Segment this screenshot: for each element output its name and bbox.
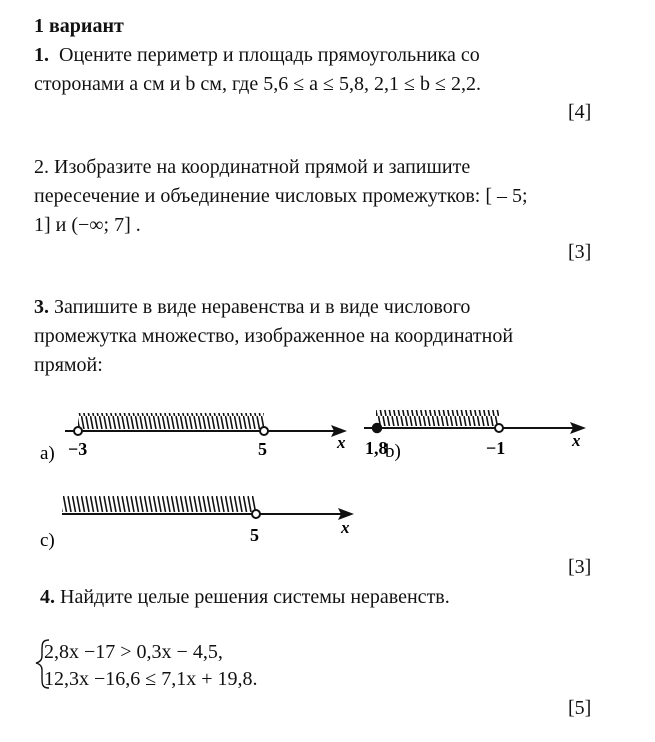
task4-mark: [5] xyxy=(568,697,592,719)
figure-b-left-value: 1,8 xyxy=(365,438,388,458)
task4-inequality-1: 2,8x −17 > 0,3x − 4,5, xyxy=(44,641,223,663)
task1-number: 1. xyxy=(34,44,49,66)
figure-a-hatching xyxy=(78,413,264,429)
task4-number: 4. xyxy=(40,586,55,608)
figure-b-label: b) xyxy=(385,441,401,462)
task2-line1: 2. Изобразите на координатной прямой и запишите xyxy=(34,156,471,178)
task3-line2: промежутка множество, изображенное на координатной xyxy=(34,325,514,347)
task2-mark: [3] xyxy=(568,241,592,263)
figure-a-right-point xyxy=(260,427,268,435)
figure-a-left-value: −3 xyxy=(68,439,88,459)
figure-b-right-point xyxy=(495,424,503,432)
figure-b-left-point xyxy=(373,424,382,433)
figure-a-axis-label: x xyxy=(337,433,346,452)
figure-b-hatching xyxy=(376,410,499,426)
task4-inequality-2: 12,3x −16,6 ≤ 7,1x + 19,8. xyxy=(44,668,258,690)
task3-number: 3. xyxy=(34,296,49,318)
variant-heading: 1 вариант xyxy=(34,15,124,37)
figure-c-number-line xyxy=(40,496,354,551)
task2-line3: 1] и (−∞; 7] . xyxy=(34,214,141,236)
task2-line2: пересечение и объединение числовых промежутков: [ – 5; xyxy=(34,185,528,207)
figure-b-axis-label: x xyxy=(572,431,581,450)
task3-mark: [3] xyxy=(568,556,592,578)
figure-b-right-value: −1 xyxy=(486,438,506,458)
figure-c-axis-label: x xyxy=(341,518,350,537)
figure-a-number-line xyxy=(40,413,347,464)
figure-a-left-point xyxy=(74,427,82,435)
task1-mark: [4] xyxy=(568,101,592,123)
task3-text-line1: Запишите в виде неравенства и в виде числового xyxy=(54,296,471,318)
figure-a-right-value: 5 xyxy=(258,439,267,459)
figure-c-right-point xyxy=(252,510,260,518)
task4-line1 xyxy=(40,583,450,612)
task1-line2: сторонами a см и b см, где 5,6 ≤ a ≤ 5,8, 2,1 ≤ b ≤ 2,2. xyxy=(34,73,481,95)
figure-b-number-line xyxy=(364,410,586,462)
task3-line3: прямой: xyxy=(34,354,103,376)
task1-text-line1: Оцените периметр и площадь прямоугольника со xyxy=(59,44,480,66)
figure-c-label: с) xyxy=(40,530,55,551)
figure-c-hatching xyxy=(62,496,256,512)
figure-c-right-value: 5 xyxy=(250,525,259,545)
figure-a-label: а) xyxy=(40,443,55,464)
task4-text: Найдите целые решения системы неравенств. xyxy=(60,586,450,608)
